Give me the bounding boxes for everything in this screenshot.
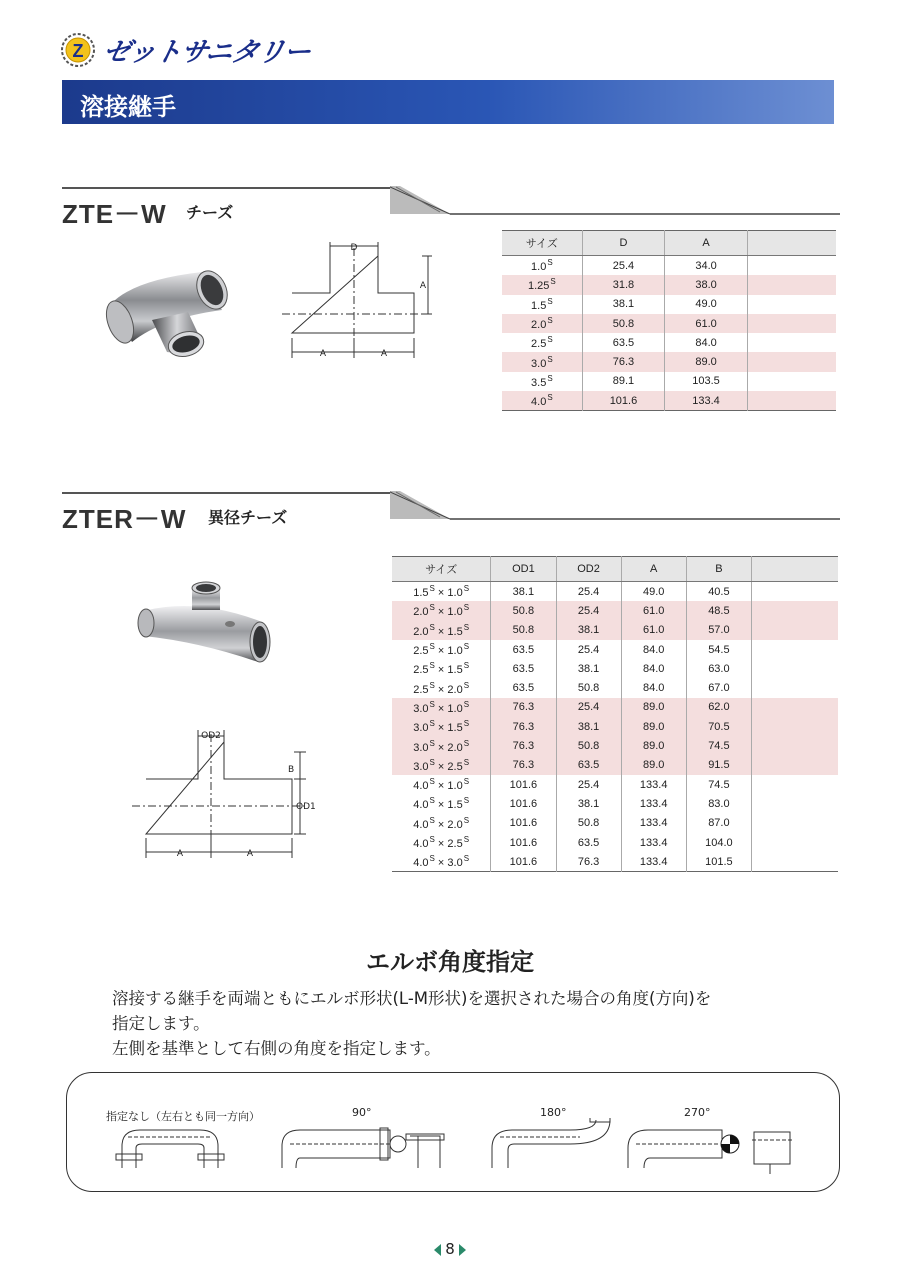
zter-size-cell: $4.0^S \times 2.5^S$ [413, 835, 470, 850]
zte-a-cell: 34.0 [665, 256, 748, 276]
tee-diagram-a-label-right: A [380, 349, 388, 359]
elbow-description [112, 986, 812, 1061]
zte-col-d: D [582, 231, 665, 256]
zter-od1-cell: 101.6 [491, 775, 556, 794]
zter-od1-cell: 50.8 [491, 601, 556, 620]
rt-diagram-od2-label: OD2 [201, 731, 221, 741]
zter-size-cell: $3.0^S \times 2.0^S$ [392, 736, 491, 755]
zter-size-cell: $1.5^S \times 1.0^S$ [413, 584, 470, 600]
table-row [392, 833, 838, 852]
zter-code: ZTER－W [62, 504, 187, 534]
zter-a-cell: 84.0 [621, 659, 686, 678]
table-row [392, 775, 838, 794]
table-row [392, 852, 838, 872]
zte-a-cell: 89.0 [665, 352, 748, 371]
zte-size-cell: $2.0^S$ [502, 314, 582, 333]
zter-blank-cell [752, 698, 838, 717]
zter-blank-cell [752, 582, 838, 602]
elbow-angle-diagrams [100, 1118, 820, 1176]
table-row [392, 717, 838, 736]
zte-spec-table [502, 230, 836, 411]
table-row [392, 794, 838, 813]
zter-blank-cell [752, 659, 838, 678]
zter-b-cell: 104.0 [686, 833, 751, 852]
zter-od2-cell: 25.4 [556, 601, 621, 620]
zte-blank-cell [747, 333, 836, 352]
zter-a-cell: 133.4 [621, 833, 686, 852]
zter-spec-table [392, 556, 838, 872]
zter-col-size: サイズ [392, 557, 491, 582]
zter-b-cell: 87.0 [686, 814, 751, 833]
section-rule [62, 187, 392, 189]
tee-diagram-a-label-left: A [319, 349, 327, 359]
zter-b-cell: 67.0 [686, 678, 751, 697]
zter-od2-cell: 63.5 [556, 756, 621, 775]
zter-blank-cell [752, 621, 838, 640]
zter-b-cell: 40.5 [686, 582, 751, 602]
section-rule-tail [390, 186, 840, 218]
table-row [392, 659, 838, 678]
zte-d-cell: 38.1 [582, 295, 665, 314]
zter-a-cell: 133.4 [621, 814, 686, 833]
zte-blank-cell [747, 314, 836, 333]
reducing-tee-diagram [132, 724, 332, 864]
table-row [502, 333, 836, 352]
rt-diagram-a-label-left: A [176, 849, 184, 859]
zte-d-cell: 76.3 [582, 352, 665, 371]
zter-blank-cell [752, 756, 838, 775]
zte-d-cell: 89.1 [582, 372, 665, 391]
zter-od1-cell: 101.6 [491, 814, 556, 833]
zter-od1-cell: 76.3 [491, 698, 556, 717]
zte-size-cell: $2.5^S$ [531, 335, 553, 351]
zter-od1-cell: 76.3 [491, 717, 556, 736]
zter-od2-cell: 63.5 [556, 833, 621, 852]
zter-name: 異径チーズ [208, 508, 288, 527]
zte-d-cell: 25.4 [582, 256, 665, 276]
zter-od1-cell: 76.3 [491, 736, 556, 755]
zter-size-cell: $4.0^S \times 3.0^S$ [413, 854, 470, 870]
zter-od1-cell: 63.5 [491, 640, 556, 659]
zter-a-cell: 84.0 [621, 678, 686, 697]
zte-d-cell: 31.8 [582, 275, 665, 294]
zte-a-cell: 84.0 [665, 333, 748, 352]
zte-size-cell: $1.0^S$ [531, 258, 553, 274]
zter-size-cell: $2.0^S \times 1.0^S$ [392, 601, 491, 620]
zter-size-cell: $4.0^S \times 2.0^S$ [413, 815, 470, 831]
page-prev-arrow-icon [434, 1244, 441, 1256]
zter-od2-cell: 38.1 [556, 621, 621, 640]
zter-blank-cell [752, 736, 838, 755]
tee-diagram-a-label-vert: A [419, 281, 426, 291]
zter-b-cell: 91.5 [686, 756, 751, 775]
zte-col-a: A [665, 231, 748, 256]
zter-a-cell: 84.0 [621, 640, 686, 659]
elbow-desc-line: 左側を基準として右側の角度を指定します。 [112, 1039, 441, 1058]
elbow-label-180: 180° [540, 1106, 567, 1119]
table-row [392, 678, 838, 697]
zter-col-od2: OD2 [556, 557, 621, 582]
zter-size-cell: $3.0^S \times 2.5^S$ [392, 756, 491, 775]
zte-size-cell: $1.25^S$ [502, 275, 582, 294]
zter-size-cell: $2.5^S \times 1.5^S$ [413, 661, 470, 677]
zte-size-cell: $4.0^S$ [502, 391, 582, 411]
rt-diagram-b-label: B [288, 765, 295, 775]
zter-blank-cell [752, 833, 838, 852]
zter-a-cell: 61.0 [621, 601, 686, 620]
zte-blank-cell [747, 295, 836, 314]
zte-size-cell: $1.5^S$ [531, 296, 553, 312]
elbow-label-none: 指定なし（左右とも同一方向） [106, 1110, 260, 1123]
zter-b-cell: 62.0 [686, 698, 751, 717]
zter-a-cell: 133.4 [621, 794, 686, 813]
page-number [0, 1240, 900, 1258]
section-rule-tail [390, 491, 840, 523]
page-next-arrow-icon [459, 1244, 466, 1256]
zter-od1-cell: 76.3 [491, 756, 556, 775]
zter-size-cell: $3.0^S \times 1.0^S$ [392, 698, 491, 717]
zter-b-cell: 57.0 [686, 621, 751, 640]
zter-size-cell: $4.0^S \times 1.0^S$ [413, 777, 470, 793]
section-rule [62, 492, 392, 494]
table-row [392, 640, 838, 659]
zter-col-b: B [686, 557, 751, 582]
table-row [392, 698, 838, 717]
table-row [502, 352, 836, 371]
elbow-label-270: 270° [684, 1106, 711, 1119]
z-logo-icon [58, 30, 98, 70]
zter-b-cell: 74.5 [686, 736, 751, 755]
table-row [502, 391, 836, 411]
rt-diagram-a-label-right: A [246, 849, 254, 859]
zter-blank-cell [752, 717, 838, 736]
zte-size-cell: $3.5^S$ [531, 373, 553, 389]
zte-a-cell: 49.0 [665, 295, 748, 314]
zter-od2-cell: 25.4 [556, 640, 621, 659]
zter-od2-cell: 38.1 [556, 659, 621, 678]
elbow-desc-line: 溶接する継手を両端ともにエルボ形状(L-M形状)を選択された場合の角度(方向)を [112, 989, 712, 1008]
brand-name: ゼットサニタリー [100, 37, 314, 68]
reducing-tee-photo [130, 580, 280, 672]
zter-col-a: A [621, 557, 686, 582]
zte-blank-cell [747, 352, 836, 371]
zter-col-blank [752, 557, 838, 582]
table-row [392, 582, 838, 602]
zter-od2-cell: 38.1 [556, 794, 621, 813]
tee-photo [92, 260, 242, 360]
zte-a-cell: 38.0 [665, 275, 748, 294]
zte-d-cell: 101.6 [582, 391, 665, 411]
page-title: 溶接継手 [80, 93, 176, 121]
zte-size-cell: $3.0^S$ [502, 352, 582, 371]
zter-od1-cell: 50.8 [491, 621, 556, 640]
zter-b-cell: 63.0 [686, 659, 751, 678]
zter-od2-cell: 25.4 [556, 698, 621, 717]
zter-a-cell: 133.4 [621, 852, 686, 872]
zter-b-cell: 54.5 [686, 640, 751, 659]
zter-od1-cell: 101.6 [491, 833, 556, 852]
zte-a-cell: 61.0 [665, 314, 748, 333]
rt-diagram-od1-label: OD1 [296, 802, 316, 812]
zte-col-size: サイズ [502, 231, 582, 256]
zter-size-cell: $2.5^S \times 2.0^S$ [413, 680, 470, 696]
table-row [392, 756, 838, 775]
zter-od1-cell: 63.5 [491, 678, 556, 697]
zter-a-cell: 89.0 [621, 756, 686, 775]
zte-name: チーズ [186, 203, 234, 222]
zter-od2-cell: 50.8 [556, 678, 621, 697]
zter-blank-cell [752, 775, 838, 794]
zter-od2-cell: 25.4 [556, 582, 621, 602]
table-row [502, 314, 836, 333]
zter-b-cell: 83.0 [686, 794, 751, 813]
zter-a-cell: 49.0 [621, 582, 686, 602]
zter-blank-cell [752, 814, 838, 833]
zter-b-cell: 70.5 [686, 717, 751, 736]
zter-size-cell: $4.0^S \times 1.5^S$ [413, 796, 470, 812]
table-row [392, 736, 838, 755]
zte-blank-cell [747, 391, 836, 411]
zter-blank-cell [752, 852, 838, 872]
table-row [502, 275, 836, 294]
zter-od2-cell: 50.8 [556, 736, 621, 755]
table-row [392, 814, 838, 833]
zter-a-cell: 133.4 [621, 775, 686, 794]
zte-col-blank [747, 231, 836, 256]
zter-col-od1: OD1 [491, 557, 556, 582]
elbow-title: エルボ角度指定 [366, 948, 534, 976]
table-row [502, 295, 836, 314]
zter-a-cell: 89.0 [621, 717, 686, 736]
zte-blank-cell [747, 256, 836, 276]
zter-blank-cell [752, 640, 838, 659]
zter-b-cell: 48.5 [686, 601, 751, 620]
zter-size-cell: $3.0^S \times 1.5^S$ [392, 717, 491, 736]
zter-od1-cell: 38.1 [491, 582, 556, 602]
zter-a-cell: 89.0 [621, 736, 686, 755]
zter-blank-cell [752, 678, 838, 697]
elbow-desc-line: 指定します。 [112, 1014, 210, 1033]
zte-code: ZTE－W [62, 199, 167, 229]
zter-size-cell: $2.0^S \times 1.5^S$ [392, 621, 491, 640]
svg-text:Z: Z [72, 41, 84, 61]
zter-od1-cell: 63.5 [491, 659, 556, 678]
zter-od1-cell: 101.6 [491, 852, 556, 872]
zte-blank-cell [747, 372, 836, 391]
table-row [392, 621, 838, 640]
zter-od2-cell: 38.1 [556, 717, 621, 736]
zter-a-cell: 89.0 [621, 698, 686, 717]
zte-a-cell: 133.4 [665, 391, 748, 411]
zter-a-cell: 61.0 [621, 621, 686, 640]
tee-diagram [282, 238, 442, 368]
elbow-label-90: 90° [352, 1106, 372, 1119]
zter-od2-cell: 76.3 [556, 852, 621, 872]
table-row [502, 256, 836, 276]
zte-a-cell: 103.5 [665, 372, 748, 391]
zter-od1-cell: 101.6 [491, 794, 556, 813]
tee-diagram-d-label: D [350, 243, 358, 253]
zter-od2-cell: 50.8 [556, 814, 621, 833]
zter-blank-cell [752, 794, 838, 813]
zte-d-cell: 50.8 [582, 314, 665, 333]
zter-size-cell: $2.5^S \times 1.0^S$ [413, 642, 470, 658]
table-row [392, 601, 838, 620]
zte-d-cell: 63.5 [582, 333, 665, 352]
zter-b-cell: 74.5 [686, 775, 751, 794]
header-bar [62, 80, 834, 124]
table-row [502, 372, 836, 391]
zter-od2-cell: 25.4 [556, 775, 621, 794]
zter-b-cell: 101.5 [686, 852, 751, 872]
zter-blank-cell [752, 601, 838, 620]
zte-blank-cell [747, 275, 836, 294]
page-number-value: 8 [445, 1240, 455, 1258]
